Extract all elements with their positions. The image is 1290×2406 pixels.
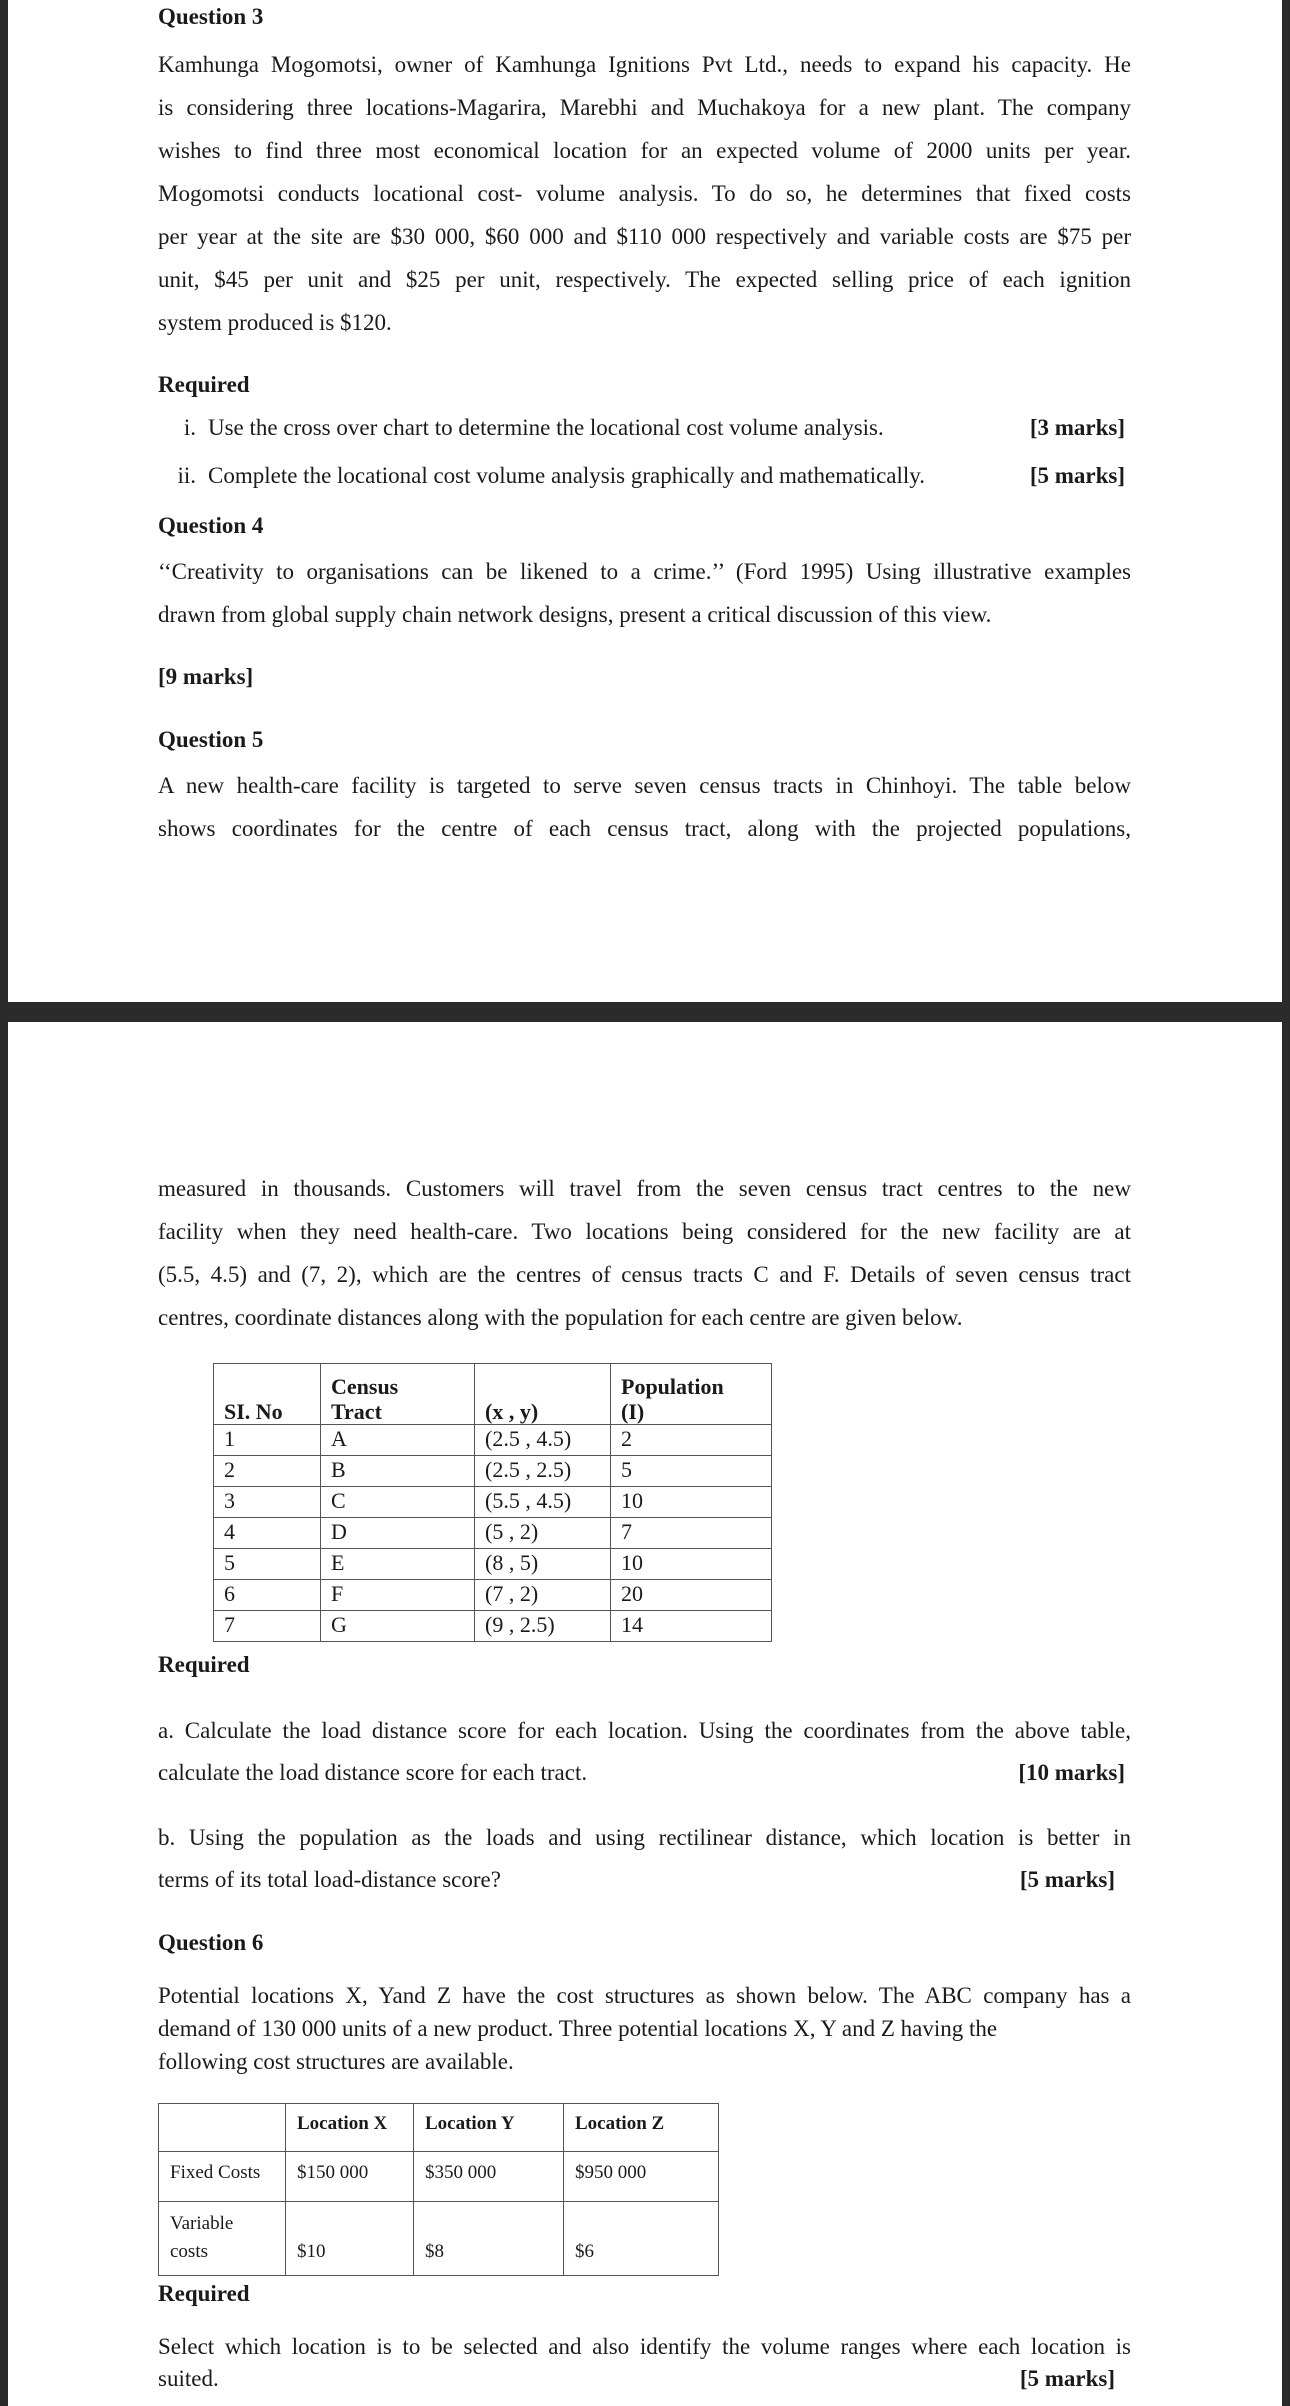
q3-line-3: wishes to find three most economical location for an expected volume of 2000 units per year. <box>158 138 1131 163</box>
q6-final-text: suited. <box>158 2366 219 2391</box>
q3-line-6: unit, $45 per unit and $25 per unit, respectively. The expected selling price of each ignition <box>158 267 1131 292</box>
q3-item-i-marks: [3 marks] <box>1029 415 1125 440</box>
header-xy: (x , y) <box>475 1364 611 1425</box>
q6-line-3: following cost structures are available. <box>158 2049 514 2074</box>
q5-line-1: A new health-care facility is targeted to serve seven census tracts in Chinhoyi. The table below <box>158 773 1131 798</box>
table-row: Fixed Costs $150 000 $350 000 $950 000 <box>159 2152 719 2202</box>
row-label-fixed: Fixed Costs <box>159 2152 286 2202</box>
page-1 <box>0 0 1290 1002</box>
q6-line-5 <box>158 2366 1115 2392</box>
header-location-x: Location X <box>286 2104 414 2152</box>
q3-item-ii-text: Complete the locational cost volume analysis graphically and mathematically. <box>208 463 926 488</box>
q3-line-4: Mogomotsi conducts locational cost- volume analysis. To do so, he determines that fixed costs <box>158 181 1131 206</box>
census-table-header <box>214 1364 772 1425</box>
header-census-tract: Census Tract <box>321 1364 475 1425</box>
table-row: 1 A (2.5 , 4.5) 2 <box>214 1425 772 1456</box>
header-location-y: Location Y <box>414 2104 564 2152</box>
q4-marks: [9 marks] <box>158 664 254 689</box>
table-row: 3 C (5.5 , 4.5) 10 <box>214 1487 772 1518</box>
q5-a-marks: [10 marks] <box>1018 1760 1125 1785</box>
page-edge-left <box>0 0 8 1002</box>
q4-line-1: ‘‘Creativity to organisations can be likened to a crime.’’ (Ford 1995) Using illustrative examples <box>158 559 1131 584</box>
q3-title: Question 3 <box>158 4 264 29</box>
q6-title: Question 6 <box>158 1930 264 1955</box>
q5-b-marks: [5 marks] <box>1019 1867 1115 1892</box>
q6-line-2: demand of 130 000 units of a new product. Three potential locations X, Y and Z having the <box>158 2016 998 2041</box>
q5-a-line-2 <box>158 1760 1125 1786</box>
q3-line-1: Kamhunga Mogomotsi, owner of Kamhunga Ignitions Pvt Ltd., needs to expand his capacity. He <box>158 52 1131 77</box>
q5-title: Question 5 <box>158 727 264 752</box>
cost-table <box>158 2103 719 2276</box>
table-row: Variable costs $10 $8 $6 <box>159 2202 719 2276</box>
q5-a-line-1: a. Calculate the load distance score for each location. Using the coordinates from the above table, <box>158 1718 1131 1743</box>
q6-line-4: Select which location is to be selected and also identify the volume ranges where each location is <box>158 2334 1131 2359</box>
q5-line-5: (5.5, 4.5) and (7, 2), which are the centres of census tracts C and F. Details of seven census tract <box>158 1262 1131 1287</box>
header-blank <box>159 2104 286 2152</box>
q5-b-text: terms of its total load-distance score? <box>158 1867 501 1892</box>
q3-item-ii <box>158 463 1125 489</box>
header-sl-no: SI. No <box>214 1364 321 1425</box>
page-edge-right <box>1282 0 1290 1002</box>
q3-item-i-text: Use the cross over chart to determine the locational cost volume analysis. <box>208 415 884 440</box>
page-separator <box>0 1002 1290 1022</box>
header-population: Population (I) <box>611 1364 772 1425</box>
q5-line-6: centres, coordinate distances along with the population for each centre are given below. <box>158 1305 963 1330</box>
q5-line-2: shows coordinates for the centre of each census tract, along with the projected populations, <box>158 816 1131 841</box>
table-row: 7 G (9 , 2.5) 14 <box>214 1611 772 1642</box>
q3-line-7: system produced is $120. <box>158 310 392 335</box>
q3-item-ii-marks: [5 marks] <box>1029 463 1125 488</box>
q5-a-text: calculate the load distance score for each tract. <box>158 1760 588 1785</box>
q3-item-i-num: i. <box>183 415 196 440</box>
q4-title: Question 4 <box>158 513 264 538</box>
census-table <box>213 1363 772 1642</box>
header-location-z: Location Z <box>564 2104 719 2152</box>
q6-line-1: Potential locations X, Yand Z have the cost structures as shown below. The ABC company has a <box>158 1983 1131 2008</box>
q5-b-line-2 <box>158 1867 1115 1893</box>
q3-item-i <box>158 415 1125 441</box>
q6-marks: [5 marks] <box>1019 2366 1115 2391</box>
page-edge-right <box>1282 1022 1290 2406</box>
q4-line-2: drawn from global supply chain network designs, present a critical discussion of this view. <box>158 602 992 627</box>
cost-table-header <box>159 2104 719 2152</box>
table-row: 2 B (2.5 , 2.5) 5 <box>214 1456 772 1487</box>
page-edge-left <box>0 1022 8 2406</box>
q5-line-4: facility when they need health-care. Two locations being considered for the new facility are at <box>158 1219 1131 1244</box>
q3-line-5: per year at the site are $30 000, $60 000 and $110 000 respectively and variable costs are $75 per <box>158 224 1131 249</box>
q5-b-line-1: b. Using the population as the loads and using rectilinear distance, which location is better in <box>158 1825 1131 1850</box>
table-row: 6 F (7 , 2) 20 <box>214 1580 772 1611</box>
q5-required: Required <box>158 1652 250 1677</box>
q3-item-ii-num: ii. <box>177 463 196 488</box>
q3-line-2: is considering three locations-Magarira, Marebhi and Muchakoya for a new plant. The company <box>158 95 1131 120</box>
q6-required: Required <box>158 2281 250 2306</box>
q3-required: Required <box>158 372 250 397</box>
table-row: 4 D (5 , 2) 7 <box>214 1518 772 1549</box>
table-row: 5 E (8 , 5) 10 <box>214 1549 772 1580</box>
row-label-variable: Variable costs <box>159 2202 286 2276</box>
q5-line-3: measured in thousands. Customers will travel from the seven census tract centres to the new <box>158 1176 1131 1201</box>
